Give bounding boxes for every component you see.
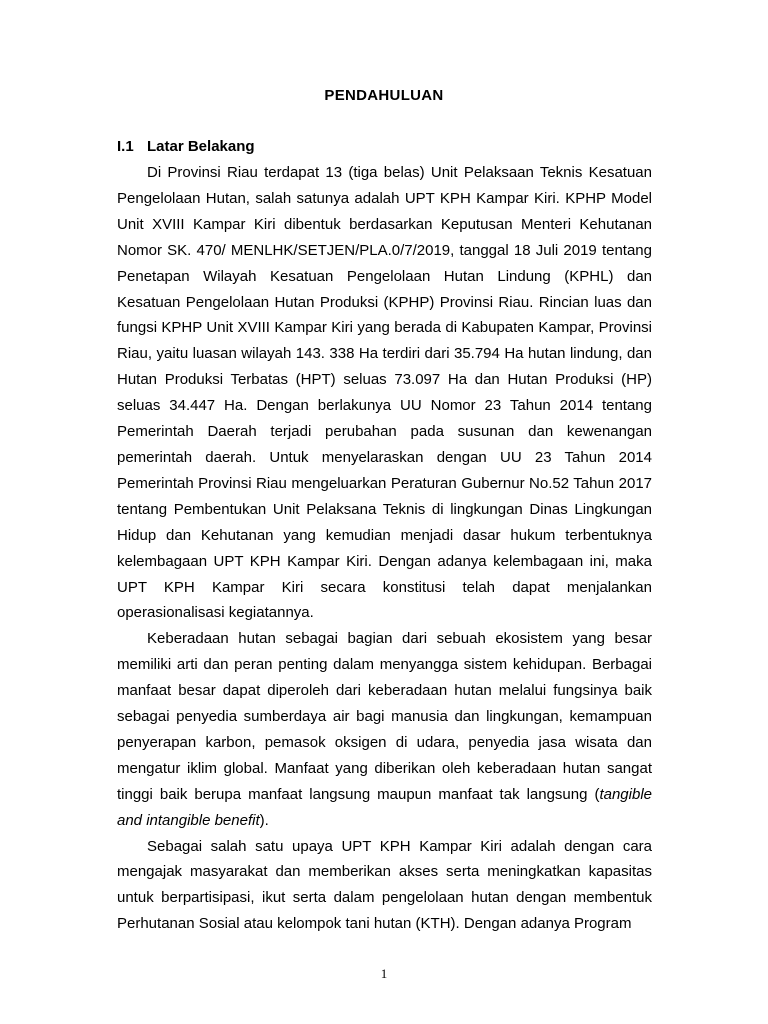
- body-text: [117, 160, 652, 937]
- section-number: I.1: [117, 138, 134, 155]
- section-title: Latar Belakang: [147, 138, 255, 155]
- paragraph-3: Sebagai salah satu upaya UPT KPH Kampar Kiri adalah dengan cara mengajak masyarakat dan memberikan akses serta meningkatkan kapasitas untuk berpartisipasi, ikut serta dalam pengelolaan hutan dengan membentuk Perhutanan Sosial atau kelompok tani hutan (KTH). Dengan adanya Program: [117, 837, 652, 933]
- page-title: PENDAHULUAN: [324, 87, 444, 104]
- paragraph-2-text: Keberadaan hutan sebagai bagian dari sebuah ekosistem yang besar memiliki arti dan peran penting dalam menyangga sistem kehidupan. Berbagai manfaat besar dapat diperoleh dari keberadaan hutan melalui fungsinya baik sebagai penyedia sumberdaya air bagi manusia dan lingkungan, kemampuan penyerapan karbon, pemasok oksigen di udara, penyedia jasa wisata dan mengatur iklim global. Manfaat yang diberikan oleh keberadaan hutan sangat tinggi baik berupa manfaat langsung maupun manfaat tak langsung (: [117, 630, 652, 803]
- paragraph-2: [117, 626, 652, 833]
- page-number: 1: [380, 966, 388, 981]
- paragraph-2-italic: tangible and intangible benefit: [117, 785, 652, 829]
- paragraph-2-end: ).: [259, 811, 269, 829]
- section-heading: [117, 137, 255, 157]
- paragraph-1: Di Provinsi Riau terdapat 13 (tiga belas) Unit Pelaksaan Teknis Kesatuan Pengelolaan Hutan, salah satunya adalah UPT KPH Kampar Kiri. KPHP Model Unit XVIII Kampar Kiri dibentuk berdasarkan Keputusan Menteri Kehutanan Nomor SK. 470/ MENLHK/SETJEN/PLA.0/7/2019, tanggal 18 Juli 2019 tentang Penetapan Wilayah Kesatuan Pengelolaan Hutan Lindung (KPHL) dan Kesatuan Pengelolaan Hutan Produksi (KPHP) Provinsi Riau. Rincian luas dan fungsi KPHP Unit XVIII Kampar Kiri yang berada di Kabupaten Kampar, Provinsi Riau, yaitu luasan wilayah 143. 338 Ha terdiri dari 35.794 Ha hutan lindung, dan Hutan Produksi Terbatas (HPT) seluas 73.097 Ha dan Hutan Produksi (HP) seluas 34.447 Ha. Dengan berlakunya UU Nomor 23 Tahun 2014 tentang Pemerintah Daerah terjadi perubahan pada susunan dan kewenangan pemerintah daerah. Untuk menyelaraskan dengan UU 23 Tahun 2014 Pemerintah Provinsi Riau mengeluarkan Peraturan Gubernur No.52 Tahun 2017 tentang Pembentukan Unit Pelaksana Teknis di lingkungan Dinas Lingkungan Hidup dan Kehutanan yang kemudian menjadi dasar hukum terbentuknya kelembagaan UPT KPH Kampar Kiri. Dengan adanya kelembagaan ini, maka UPT KPH Kampar Kiri secara konstitusi telah dapat menjalankan operasionalisasi kegiatannya.: [117, 164, 652, 622]
